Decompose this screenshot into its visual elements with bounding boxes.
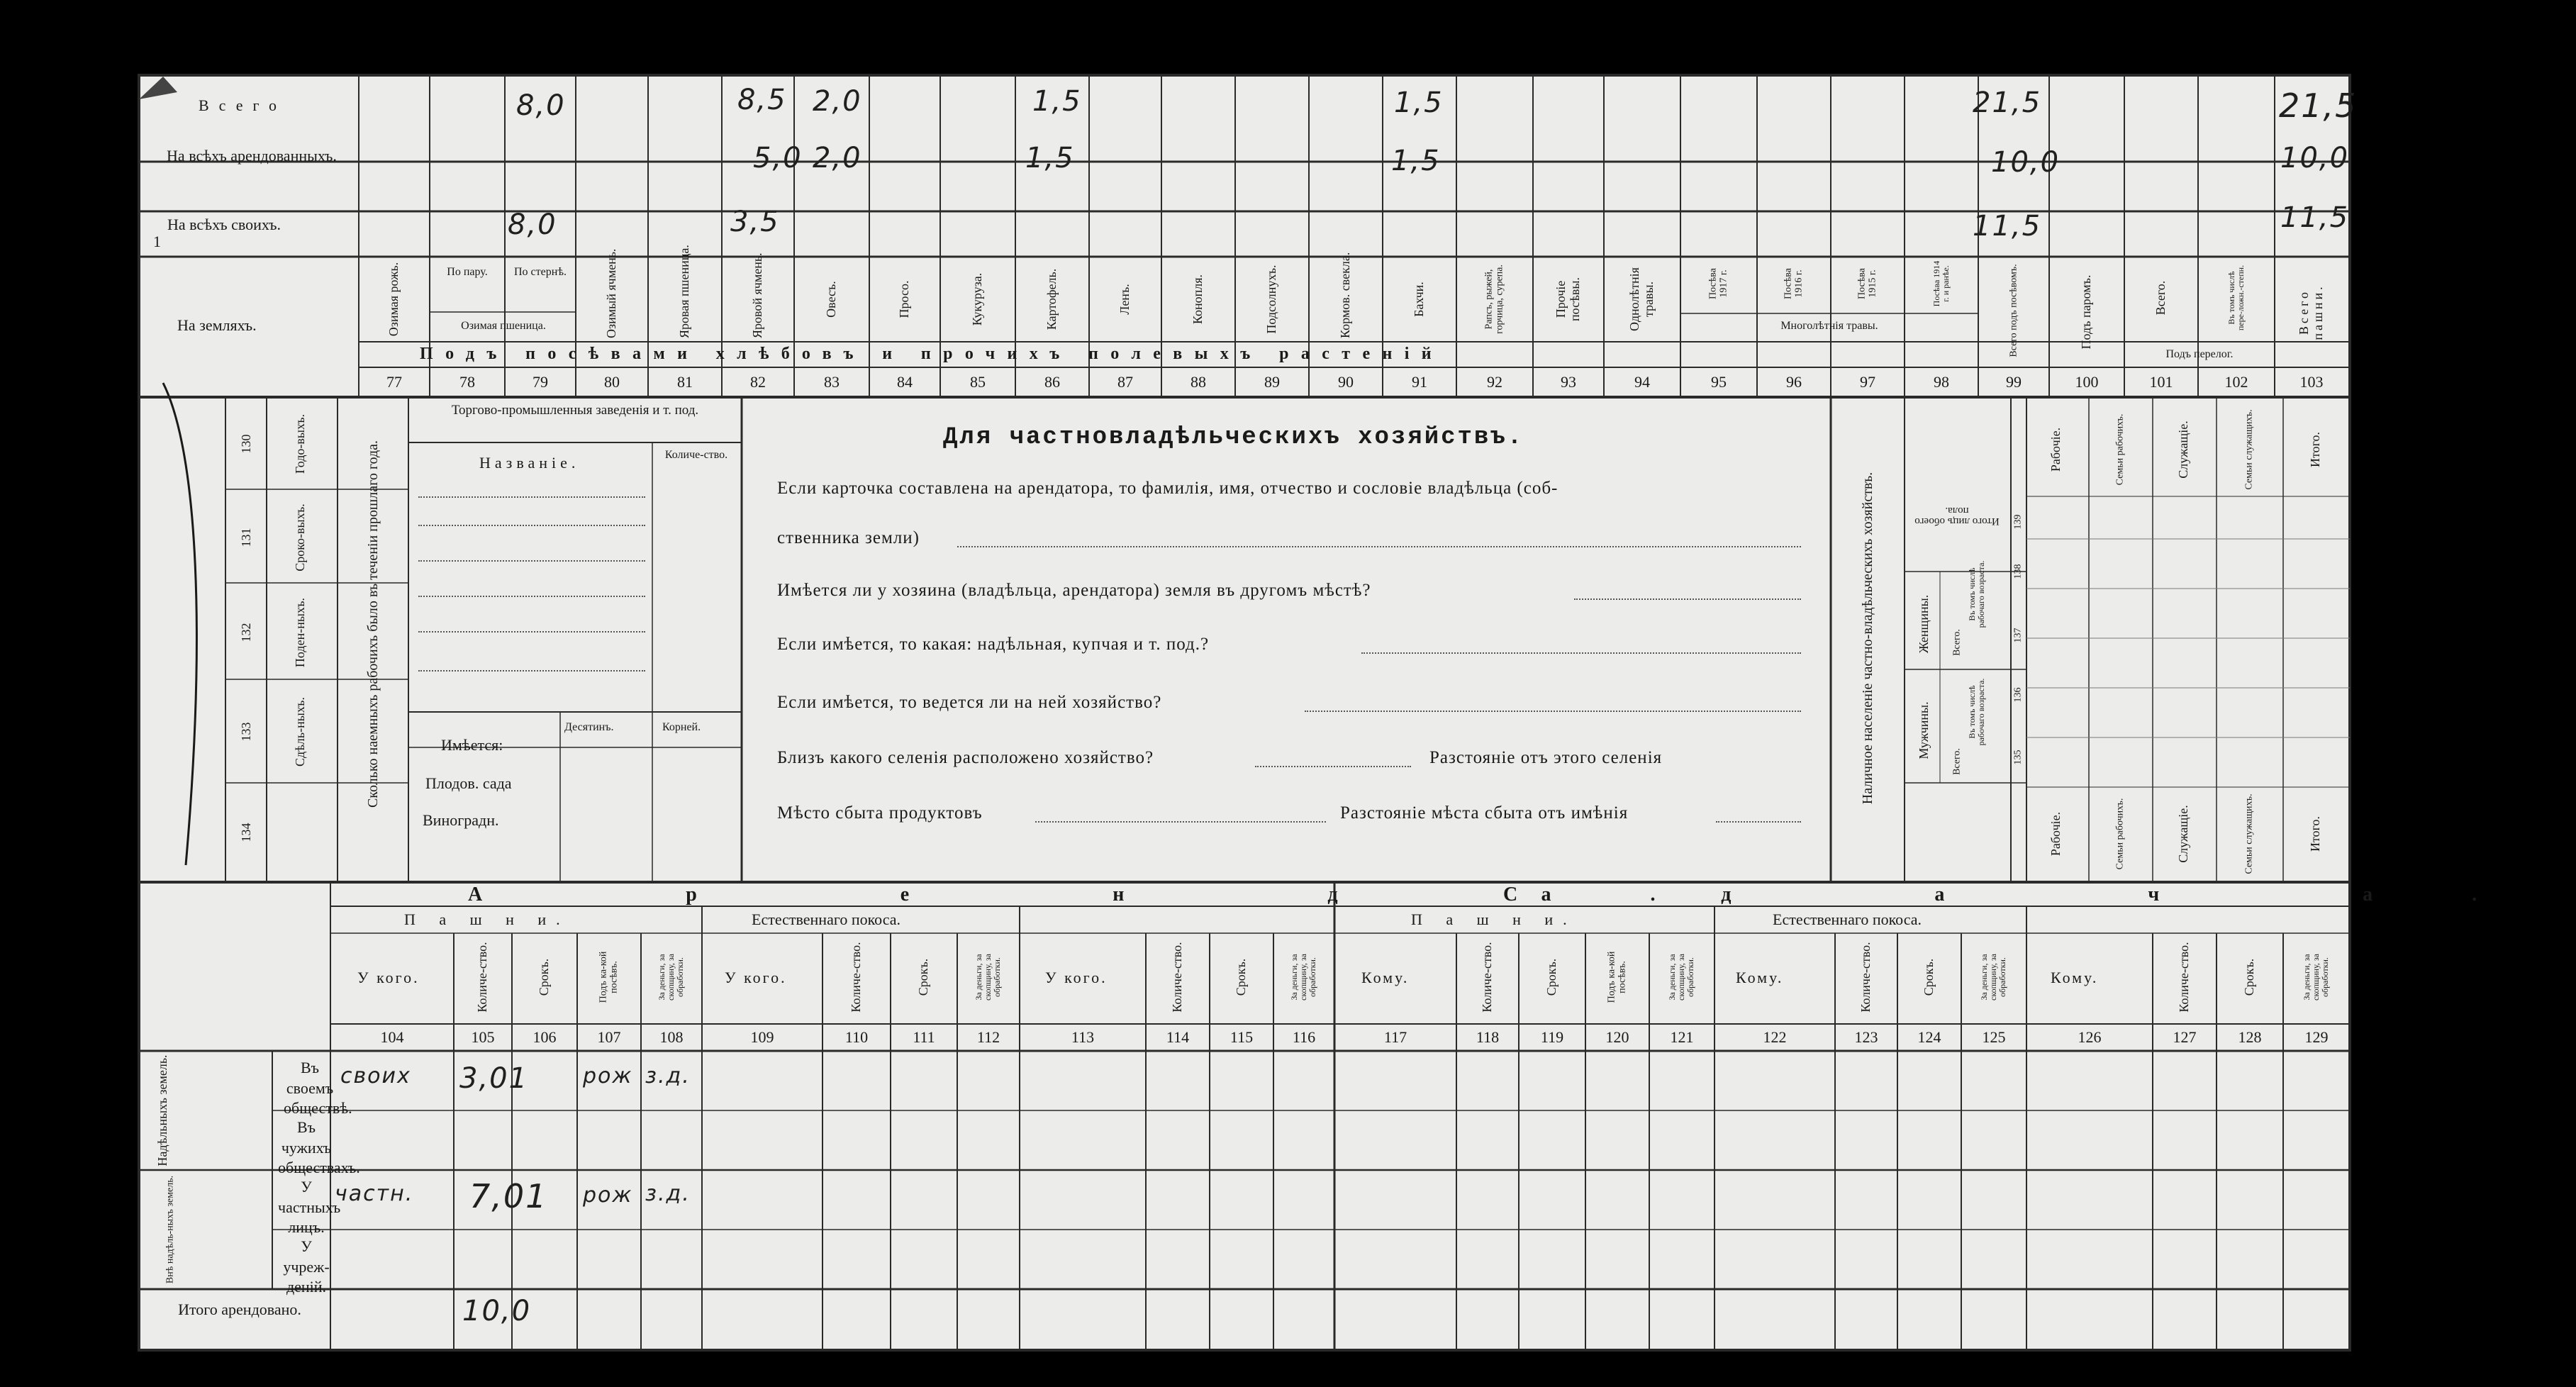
colnum: 115 [1230, 1028, 1254, 1046]
hw-vsego-yach: 8,5 [737, 84, 787, 116]
lbl-godovykh: Годо-выхъ. [293, 413, 308, 474]
colnum: 123 [1854, 1028, 1878, 1046]
colnum: 121 [1670, 1028, 1694, 1046]
hdr-posev1915: Посѣва 1915 г. [1856, 268, 1878, 299]
hdr-prochie: Прочіе посѣвы. [1554, 277, 1582, 321]
hdr-pod-perelog: Подъ перелог. [2165, 348, 2234, 360]
colnum: 91 [1412, 373, 1427, 391]
hdr-vsego-pod-posevom: Всего подъ посѣвомъ. [2008, 264, 2019, 357]
pen-stroke-mark [163, 383, 196, 865]
hdr-posev1917: Посѣва 1917 г. [1707, 268, 1729, 299]
hdr-ozimyi-yachmen: Озимый ячмень. [604, 248, 619, 338]
sdacha-komu-1: Кому. [1361, 969, 1410, 986]
hdr-proso: Просо. [897, 280, 912, 318]
hw-arend-kart: 1,5 [1025, 142, 1075, 174]
colnum: 112 [976, 1028, 1000, 1046]
colnum: 109 [750, 1028, 774, 1046]
lbl-u-uchrezh: У учреж-деній. [283, 1237, 330, 1296]
hw-row1-pay: з.д. [645, 1064, 691, 1088]
hw-vsego-kart: 1,5 [1032, 85, 1082, 118]
hdr-posev1914: Посѣва 1914 г. и ранѣе. [1931, 260, 1951, 307]
margin-number: 1 [153, 233, 161, 250]
hdr-yarovaya-pshenitsa: Яровая пшеница. [677, 245, 692, 338]
pop-139: 139 [2012, 514, 2024, 530]
pop-muzhchiny: Мужчины. [1917, 701, 1931, 759]
hw-svoi-pashni: 11,5 [2280, 201, 2350, 234]
arenda-za-dengi-1: За деньги, за скопщину, за обработки. [657, 954, 686, 1001]
band-pod-posevami: Подъ посѣвами хлѣбовъ и прочихъ полевыхъ растеній [420, 345, 1444, 363]
pop-semi-sluzh-top: Семьи служащихъ. [2243, 409, 2255, 490]
pop-rabochie-top: Рабочіе. [2048, 427, 2063, 472]
sdacha-za-dengi-3: За деньги, за скопщину, за обработки. [2302, 954, 2331, 1001]
colnum: 129 [2304, 1028, 2329, 1046]
colnum: 126 [2078, 1028, 2102, 1046]
row-label-arend: На всѣхъ арендованныхъ. [167, 147, 337, 165]
hw-row1-qty: 3,01 [459, 1062, 529, 1095]
private-q5b: Разстояніе отъ этого селенія [1429, 748, 1663, 767]
pop-vsego-m: Всего. [1951, 748, 1963, 775]
lbl-nadelnykh: Надѣльныхъ земель. [155, 1054, 170, 1166]
pop-zhenshchiny: Женщины. [1917, 594, 1931, 654]
pop-vsego-zh: Всего. [1951, 629, 1963, 656]
sdacha-komu-2: Кому. [1736, 969, 1784, 986]
arenda-title: А р е н д а. [468, 884, 1755, 906]
colnum: 114 [1166, 1028, 1190, 1046]
hdr-po-sterne: По стернѣ. [514, 266, 567, 278]
colnum: 96 [1786, 373, 1802, 391]
colnum: 119 [1540, 1028, 1564, 1046]
lbl-v-chuzhikh: Въ чужихъ обществахъ. [278, 1118, 360, 1177]
private-q2: Имѣется ли у хозяина (владѣльца, арендатора) земля въ другомъ мѣстѣ? [777, 581, 1371, 600]
lbl-vne: Внѣ надѣль-ныхъ земель. [165, 1175, 176, 1284]
lbl-itogo-arend: Итого арендовано. [178, 1300, 301, 1318]
arenda-u-kogo-2: У кого. [725, 969, 787, 986]
hw-vsego-total: 21,5 [1973, 87, 2042, 119]
num-132: 132 [239, 623, 254, 642]
pop-semi-bot: Семьи рабочихъ. [2114, 798, 2126, 870]
hdr-ozimaya-rozh: Озимая рожь. [386, 262, 401, 337]
hw-arend-yach: 5,0 [753, 142, 803, 174]
colnum: 77 [386, 373, 402, 391]
pop-136: 136 [2012, 687, 2024, 703]
hw-row1-crop: рож [583, 1064, 633, 1088]
colnum: 107 [597, 1028, 621, 1046]
lbl-podennykh: Поден-ныхъ. [293, 597, 308, 668]
pop-138: 138 [2012, 564, 2024, 579]
colnum: 90 [1338, 373, 1354, 391]
pop-nalichnoe: Наличное населеніе частно-владѣльческихъ хозяйствъ. [1860, 472, 1875, 805]
colnum: 105 [471, 1028, 495, 1046]
arenda-pokos: Естественнаго покоса. [752, 910, 901, 928]
private-q6b: Разстояніе мѣста сбыта отъ имѣнія [1340, 803, 1629, 823]
sdacha-title: С д а ч а. [1503, 884, 2576, 906]
hdr-kartofel: Картофель. [1044, 268, 1059, 330]
pop-sluzhashchie-bot: Служащіе. [2176, 805, 2191, 863]
num-133: 133 [239, 722, 254, 742]
colnum: 98 [1934, 373, 1949, 391]
colnum: 84 [897, 373, 913, 391]
sdacha-pashni: П а ш н и. [1411, 910, 1577, 928]
pop-itogo-top: Итого. [2308, 431, 2323, 468]
private-q1b: ственника земли) [777, 528, 920, 547]
arenda-za-dengi-2: За деньги, за скопщину, за обработки. [974, 954, 1003, 1001]
hdr-po-paru: По пару. [447, 266, 488, 278]
hw-svoi-rozh: 8,0 [508, 208, 557, 241]
hw-row3-crop: рож [583, 1183, 633, 1208]
sdacha-komu-3: Кому. [2051, 969, 2099, 986]
lbl-v-svoem: Въ своемъ обществѣ. [284, 1059, 352, 1118]
row-label-svoikh: На всѣхъ своихъ. [167, 216, 281, 233]
lbl-skolko-rabochikh: Сколько наемныхъ рабочихъ было въ теченіи прошлаго года. [365, 440, 381, 808]
colnum: 99 [2006, 373, 2022, 391]
num-131: 131 [239, 528, 254, 547]
pop-v-tom-m: Въ томъ числѣ рабочаго возраста. [1966, 678, 1986, 746]
colnum: 116 [1292, 1028, 1316, 1046]
sdacha-srok-2: Срокъ. [1922, 958, 1936, 996]
sdacha-za-dengi-2: За деньги, за скопщину, за обработки. [1979, 954, 2008, 1001]
hw-svoi-total: 11,5 [1973, 210, 2042, 243]
hw-row3-who: частн. [335, 1181, 414, 1206]
colnum: 82 [750, 373, 766, 391]
colnum: 110 [844, 1028, 869, 1046]
pop-rabochie-bot: Рабочіе. [2048, 811, 2063, 857]
lbl-u-chastnykh: У частныхъ лицъ. [278, 1178, 341, 1237]
corner-mark [139, 77, 177, 99]
colnum: 113 [1071, 1028, 1095, 1046]
num-134: 134 [239, 823, 254, 842]
colnum: 95 [1711, 373, 1727, 391]
colnum: 125 [1982, 1028, 2006, 1046]
private-q3: Если имѣется, то какая: надѣльная, купчая и т. под.? [777, 635, 1210, 654]
arenda-srok-3: Срокъ. [1234, 958, 1249, 996]
private-q1a: Если карточка составлена на арендатора, то фамилія, имя, отчество и сословіе владѣльца (соб- [777, 479, 1559, 498]
pop-semi-top: Семьи рабочихъ. [2114, 413, 2126, 486]
hw-row1-who: своих [340, 1064, 411, 1088]
trade-plodov: Плодов. сада [425, 774, 512, 792]
colnum: 93 [1561, 373, 1576, 391]
lbl-srokovykh: Сроко-выхъ. [293, 503, 308, 572]
private-q6a: Мѣсто сбыта продуктовъ [777, 803, 983, 823]
hw-itogo: 10,0 [462, 1295, 532, 1327]
hw-arend-total: 10,0 [1991, 146, 2061, 179]
colnum: 89 [1264, 373, 1280, 391]
hdr-yarovoi-yachmen: Яровой ячмень. [750, 252, 765, 338]
colnum: 87 [1117, 373, 1133, 391]
private-q5a: Близъ какого селенія расположено хозяйство? [777, 748, 1154, 767]
colnum: 78 [459, 373, 475, 391]
sdacha-srok-1: Срокъ. [1544, 958, 1559, 996]
arenda-pashni: П а ш н и. [404, 910, 570, 928]
colnum: 117 [1383, 1028, 1407, 1046]
hdr-len: Ленъ. [1117, 284, 1132, 315]
sdacha-kol-2: Количе-ство. [1858, 942, 1873, 1013]
row-label-na-zemlyakh: На земляхъ. [177, 316, 257, 334]
sdacha-kol-1: Количе-ство. [1480, 942, 1495, 1013]
sdacha-za-dengi-1: За деньги, за скопщину, за обработки. [1667, 954, 1696, 1001]
colnum: 97 [1860, 373, 1875, 391]
colnum: 103 [2299, 373, 2324, 391]
colnum: 100 [2075, 373, 2099, 391]
hw-row3-qty: 7,01 [469, 1177, 548, 1215]
trade-imeetsya: Имѣется: [441, 736, 503, 754]
colnum: 108 [659, 1028, 684, 1046]
pop-sluzhashchie-top: Служащіе. [2176, 420, 2191, 479]
hdr-v-tom-chisle: Въ томъ числѣ пере-ложн.-степн. [2226, 264, 2246, 331]
colnum: 106 [533, 1028, 557, 1046]
colnum: 128 [2238, 1028, 2262, 1046]
colnum: 120 [1605, 1028, 1629, 1046]
colnum: 79 [533, 373, 548, 391]
hdr-konoplya: Конопля. [1191, 274, 1205, 325]
colnum: 92 [1487, 373, 1502, 391]
hdr-kukuruza: Кукуруза. [970, 272, 985, 326]
colnum: 118 [1476, 1028, 1500, 1046]
hdr-oves: Овесъ. [824, 281, 839, 318]
pop-semi-sluzh-bot: Семьи служащихъ. [2243, 793, 2255, 874]
colnum: 101 [2149, 373, 2173, 391]
sdacha-srok-3: Срокъ. [2242, 958, 2257, 996]
colnum: 80 [604, 373, 620, 391]
hdr-vsego2: Всего. [2153, 280, 2168, 316]
private-title: Для частновладѣльческихъ хозяйствъ. [943, 424, 1524, 451]
sdacha-pod-kakoi-1: Подъ ка-кой посѣвъ. [1606, 951, 1628, 1003]
colnum: 111 [913, 1028, 935, 1046]
pop-itogo-bot: Итого. [2308, 815, 2323, 852]
colnum: 83 [824, 373, 840, 391]
colnum: 104 [380, 1028, 404, 1046]
num-130: 130 [239, 434, 254, 454]
hdr-vsego-pashni: Всего пашни. [2297, 284, 2325, 340]
arenda-srok-2: Срокъ. [916, 958, 931, 996]
hdr-odnoletnie: Однолѣтнія травы. [1627, 267, 1656, 331]
colnum: 81 [677, 373, 693, 391]
trade-vinograd: Виноградн. [423, 811, 499, 829]
hdr-ozimaya-pshenitsa: Озимая пшеница. [461, 320, 546, 332]
lbl-sdelnykh: Сдѣль-ныхъ. [293, 697, 308, 767]
hw-vsego-rozh: 8,0 [516, 89, 566, 122]
colnum: 86 [1044, 373, 1060, 391]
hw-arend-oves: 2,0 [813, 142, 862, 174]
hw-row3-pay: з.д. [645, 1181, 691, 1206]
pop-itogo-obo: Итого лицъ обоего пола. [1914, 505, 2000, 527]
colnum: 85 [970, 373, 986, 391]
pop-v-tom-zh: Въ томъ числѣ рабочаго возраста. [1966, 560, 1986, 628]
trade-desyatin: Десятинъ. [564, 721, 614, 733]
hdr-mnogoletnie: Многолѣтнія травы. [1780, 320, 1878, 332]
arenda-kol-1: Количе-ство. [475, 942, 490, 1013]
arenda-kol-3: Количе-ство. [1170, 942, 1185, 1013]
pop-137: 137 [2012, 628, 2024, 643]
sdacha-kol-3: Количе-ство. [2177, 942, 2192, 1013]
colnum: 102 [2224, 373, 2248, 391]
arenda-pod-kakoi-1: Подъ ка-кой посѣвъ. [598, 951, 620, 1003]
hdr-kormov-svekla: Кормов. свекла. [1338, 252, 1353, 338]
hdr-raps: Рапсъ, рыжей, горчица, сурепа. [1483, 264, 1505, 334]
hdr-bakhchi: Бахчи. [1412, 282, 1427, 317]
hw-vsego-bakh: 1,5 [1394, 87, 1444, 119]
trade-kolichestvo: Количе-ство. [664, 449, 728, 461]
arenda-u-kogo-3: У кого. [1045, 969, 1108, 986]
hdr-podsolnukh: Подсолнухъ. [1264, 264, 1279, 334]
arenda-srok-1: Срокъ. [537, 958, 552, 996]
colnum: 124 [1917, 1028, 1941, 1046]
colnum: 122 [1763, 1028, 1787, 1046]
colnum: 127 [2173, 1028, 2197, 1046]
hdr-pod-parom: Подъ паромъ. [2079, 274, 2094, 350]
hw-vsego-oves: 2,0 [813, 85, 862, 118]
trade-nazvanie: Названіе. [479, 454, 580, 472]
arenda-u-kogo-1: У кого. [357, 969, 420, 986]
hw-svoi-yach: 3,5 [730, 206, 780, 238]
colnum: 88 [1191, 373, 1206, 391]
colnum: 94 [1634, 373, 1650, 391]
trade-kornei: Корней. [662, 721, 701, 733]
hw-arend-bakh: 1,5 [1391, 145, 1441, 177]
hw-vsego-pashni: 21,5 [2279, 87, 2358, 125]
private-q4: Если имѣется, то ведется ли на ней хозяйство? [777, 693, 1162, 712]
arenda-kol-2: Количе-ство. [849, 942, 864, 1013]
trade-title: Торгово-промышленныя заведенія и т. под. [451, 403, 699, 418]
hw-arend-pashni: 10,0 [2280, 142, 2350, 174]
row-label-vsego: Всего [199, 96, 286, 114]
sdacha-pokos: Естественнаго покоса. [1773, 910, 1922, 928]
pop-135: 135 [2012, 750, 2024, 765]
arenda-za-dengi-3: За деньги, за скопщину, за обработки. [1289, 954, 1318, 1001]
hdr-posev1916: Посѣва 1916 г. [1783, 268, 1805, 299]
